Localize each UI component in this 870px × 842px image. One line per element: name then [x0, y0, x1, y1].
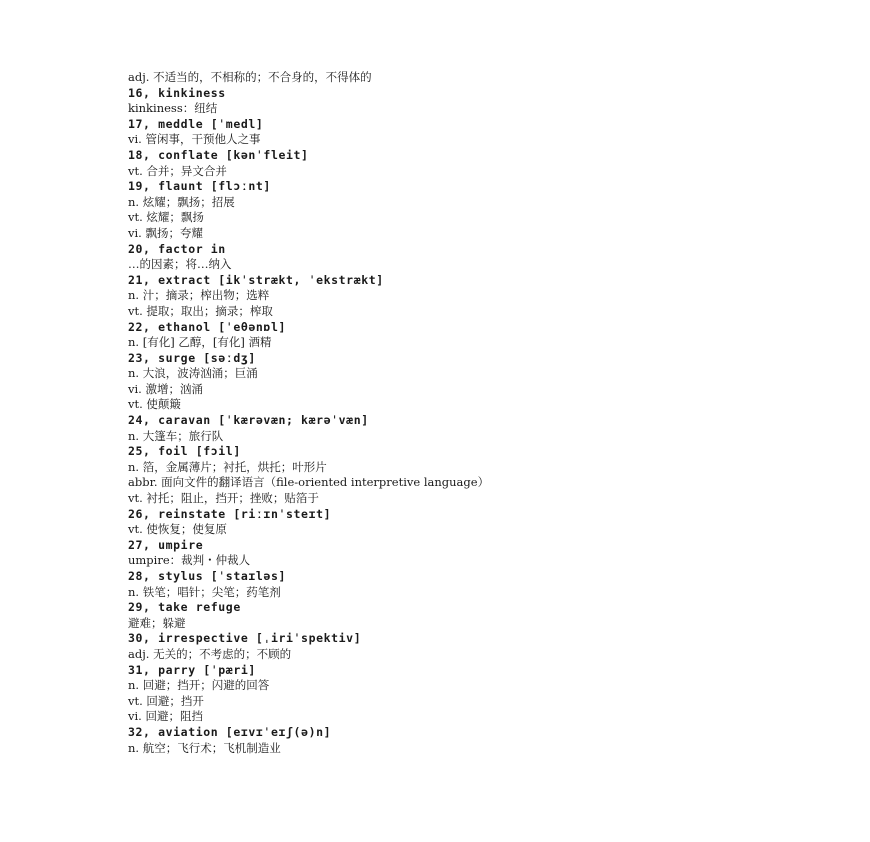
vocab-definition-line: …的因素；将…纳入: [128, 257, 232, 272]
vocab-definition-line: vi. 管闲事，干预他人之事: [128, 132, 261, 147]
vocab-entry-heading: 22, ethanol [ˈeθənɒl]: [128, 319, 286, 334]
vocab-definition-line: adj. 无关的；不考虑的；不顾的: [128, 646, 292, 661]
vocab-definition-line: vi. 飘扬；夸耀: [128, 225, 203, 240]
vocab-entry-heading: 28, stylus [ˈstaɪləs]: [128, 569, 286, 583]
vocab-definition-line: n. [有化] 乙醇，[有化] 酒精: [128, 335, 272, 350]
vocab-entry-heading: 31, parry [ˈpæri]: [128, 662, 256, 677]
vocab-definition-line: 避难；躲避: [128, 615, 186, 630]
vocab-definition-line: vt. 衬托；阻止，挡开；挫败；贴箔于: [128, 491, 319, 506]
vocab-entry-heading: 32, aviation [eɪvɪˈeɪʃ(ə)n]: [128, 724, 332, 739]
vocab-definition-line: vt. 合并；异文合并: [128, 163, 227, 178]
vocab-entry-heading: 19, flaunt [flɔːnt]: [128, 179, 271, 194]
vocab-definition-line: n. 回避；挡开；闪避的回答: [128, 678, 270, 693]
vocab-definition-line: vt. 提取；取出；摘录；榨取: [128, 303, 273, 318]
vocab-entry-heading: 30, irrespective [ˌiriˈspektiv]: [128, 631, 362, 646]
vocab-definition-line: n. 大篷车；旅行队: [128, 428, 224, 443]
vocab-entry-heading: 23, surge [səːdʒ]: [128, 350, 256, 365]
vocab-definition-line: n. 大浪，波涛汹涌；巨涌: [128, 366, 258, 381]
vocab-entry-heading: 16, kinkiness: [128, 85, 226, 100]
vocab-entry-heading: 24, caravan [ˈkærəvæn; kærəˈvæn]: [128, 413, 369, 428]
vocab-definition-line: umpire：裁判・仲裁人: [128, 553, 251, 568]
vocab-definition-line: adj. 不适当的，不相称的；不合身的，不得体的: [128, 70, 372, 84]
vocab-definition-line: vt. 炫耀；飘扬: [128, 210, 204, 225]
vocab-definition-line: vt. 回避；挡开: [128, 693, 204, 708]
vocab-definition-line: vi. 回避；阻挡: [128, 709, 203, 724]
vocab-definition-line: abbr. 面向文件的翻译语言（file-oriented interpretive language）: [128, 475, 490, 490]
vocab-definition-line: n. 炫耀；飘扬；招展: [128, 194, 235, 209]
vocab-definition-line: n. 铁笔；唱针；尖笔；药笔剂: [128, 584, 281, 599]
vocab-entry-heading: 17, meddle [ˈmedl]: [128, 116, 264, 131]
vocab-definition-line: n. 箔，金属薄片；衬托，烘托；叶形片: [128, 459, 327, 474]
vocab-definition-line: vt. 使颠簸: [128, 397, 181, 412]
vocab-definition-line: n. 汁；摘录；榨出物；选粹: [128, 288, 270, 303]
vocab-entry-heading: 21, extract [ikˈstrækt, ˈekstrækt]: [128, 272, 384, 287]
vocab-definition-line: n. 航空；飞行术；飞机制造业: [128, 740, 281, 755]
vocab-definition-line: vt. 使恢复；使复原: [128, 522, 227, 537]
vocab-entry-heading: 25, foil [fɔil]: [128, 444, 241, 459]
vocab-definition-line: kinkiness：纽结: [128, 101, 218, 116]
vocab-entry-heading: 29, take refuge: [128, 600, 241, 615]
vocab-entry-heading: 20, factor in: [128, 241, 226, 256]
vocab-definition-line: vi. 激增；汹涌: [128, 381, 203, 396]
vocab-entry-heading: 18, conflate [kənˈfleit]: [128, 147, 309, 162]
vocab-entry-heading: 27, umpire: [128, 537, 204, 552]
vocab-entry-heading: 26, reinstate [riːɪnˈsteɪt]: [128, 506, 332, 521]
vocabulary-list: [128, 70, 828, 756]
